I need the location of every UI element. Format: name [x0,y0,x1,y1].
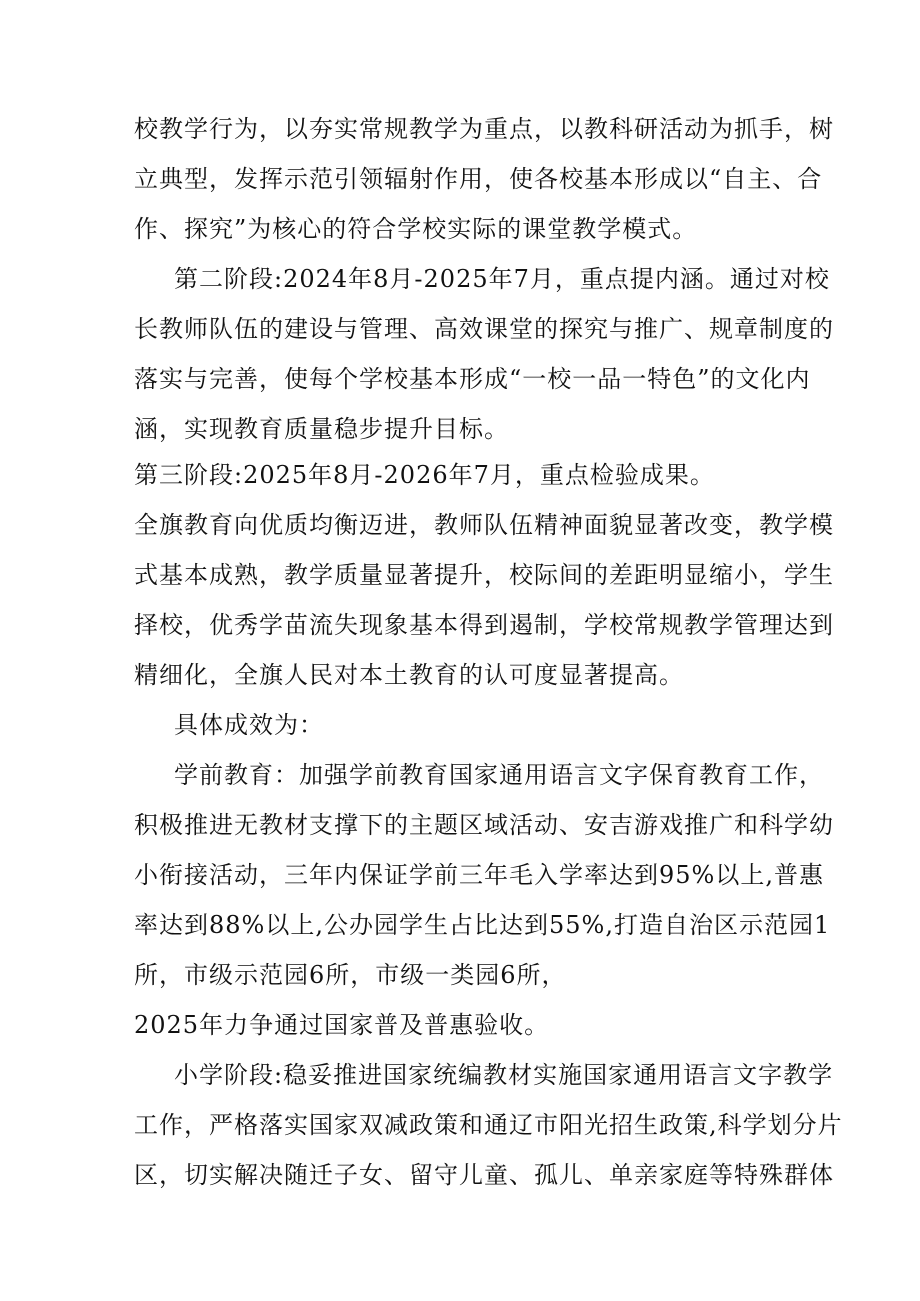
text-line-1: 校教学行为，以夯实常规教学为重点，以教科研活动为抓手，树 [134,115,834,143]
text-line-9: 全旗教育向优质均衡迈进，教师队伍精神面貌显著改变，教学模 [134,511,834,539]
text-line-7: 涵，实现教育质量稳步提升目标。 [134,415,509,443]
text-line-8: 第三阶段:2025年8月-2026年7月，重点检验成果。 [134,461,715,489]
text-line-15: 积极推进无教材支撑下的主题区域活动、安吉游戏推广和科学幼 [134,811,834,839]
text-line-11: 择校，优秀学苗流失现象基本得到遏制，学校常规教学管理达到 [134,611,834,639]
text-line-2: 立典型，发挥示范引领辐射作用，使各校基本形成以“自主、合 [134,165,823,193]
text-line-4: 第二阶段:2024年8月-2025年7月，重点提内涵。通过对校 [174,265,830,293]
text-line-22: 区，切实解决随迁子女、留守儿童、孤儿、单亲家庭等特殊群体 [134,1161,834,1189]
text-line-10: 式基本成熟，教学质量显著提升，校际间的差距明显缩小，学生 [134,561,834,589]
text-line-3: 作、探究”为核心的符合学校实际的课堂教学模式。 [134,215,698,243]
text-line-12: 精细化，全旗人民对本土教育的认可度显著提高。 [134,661,684,689]
text-line-17: 率达到88%以上,公办园学生占比达到55%,打造自治区示范园1 [134,911,831,939]
text-line-19: 2025年力争通过国家普及普惠验收。 [134,1011,550,1039]
text-line-5: 长教师队伍的建设与管理、高效课堂的探究与推广、规章制度的 [134,315,834,343]
text-line-21: 工作，严格落实国家双减政策和通辽市阳光招生政策,科学划分片 [134,1111,843,1139]
text-line-14: 学前教育：加强学前教育国家通用语言文字保育教育工作， [174,761,824,789]
text-line-20: 小学阶段:稳妥推进国家统编教材实施国家通用语言文字教学 [174,1061,834,1089]
text-line-16: 小衔接活动，三年内保证学前三年毛入学率达到95%以上,普惠 [134,861,824,889]
text-line-13: 具体成效为： [174,711,324,739]
text-line-18: 所，市级示范园6所，市级一类园6所， [134,961,567,989]
text-line-6: 落实与完善，使每个学校基本形成“一校一品一特色”的文化内 [134,365,811,393]
